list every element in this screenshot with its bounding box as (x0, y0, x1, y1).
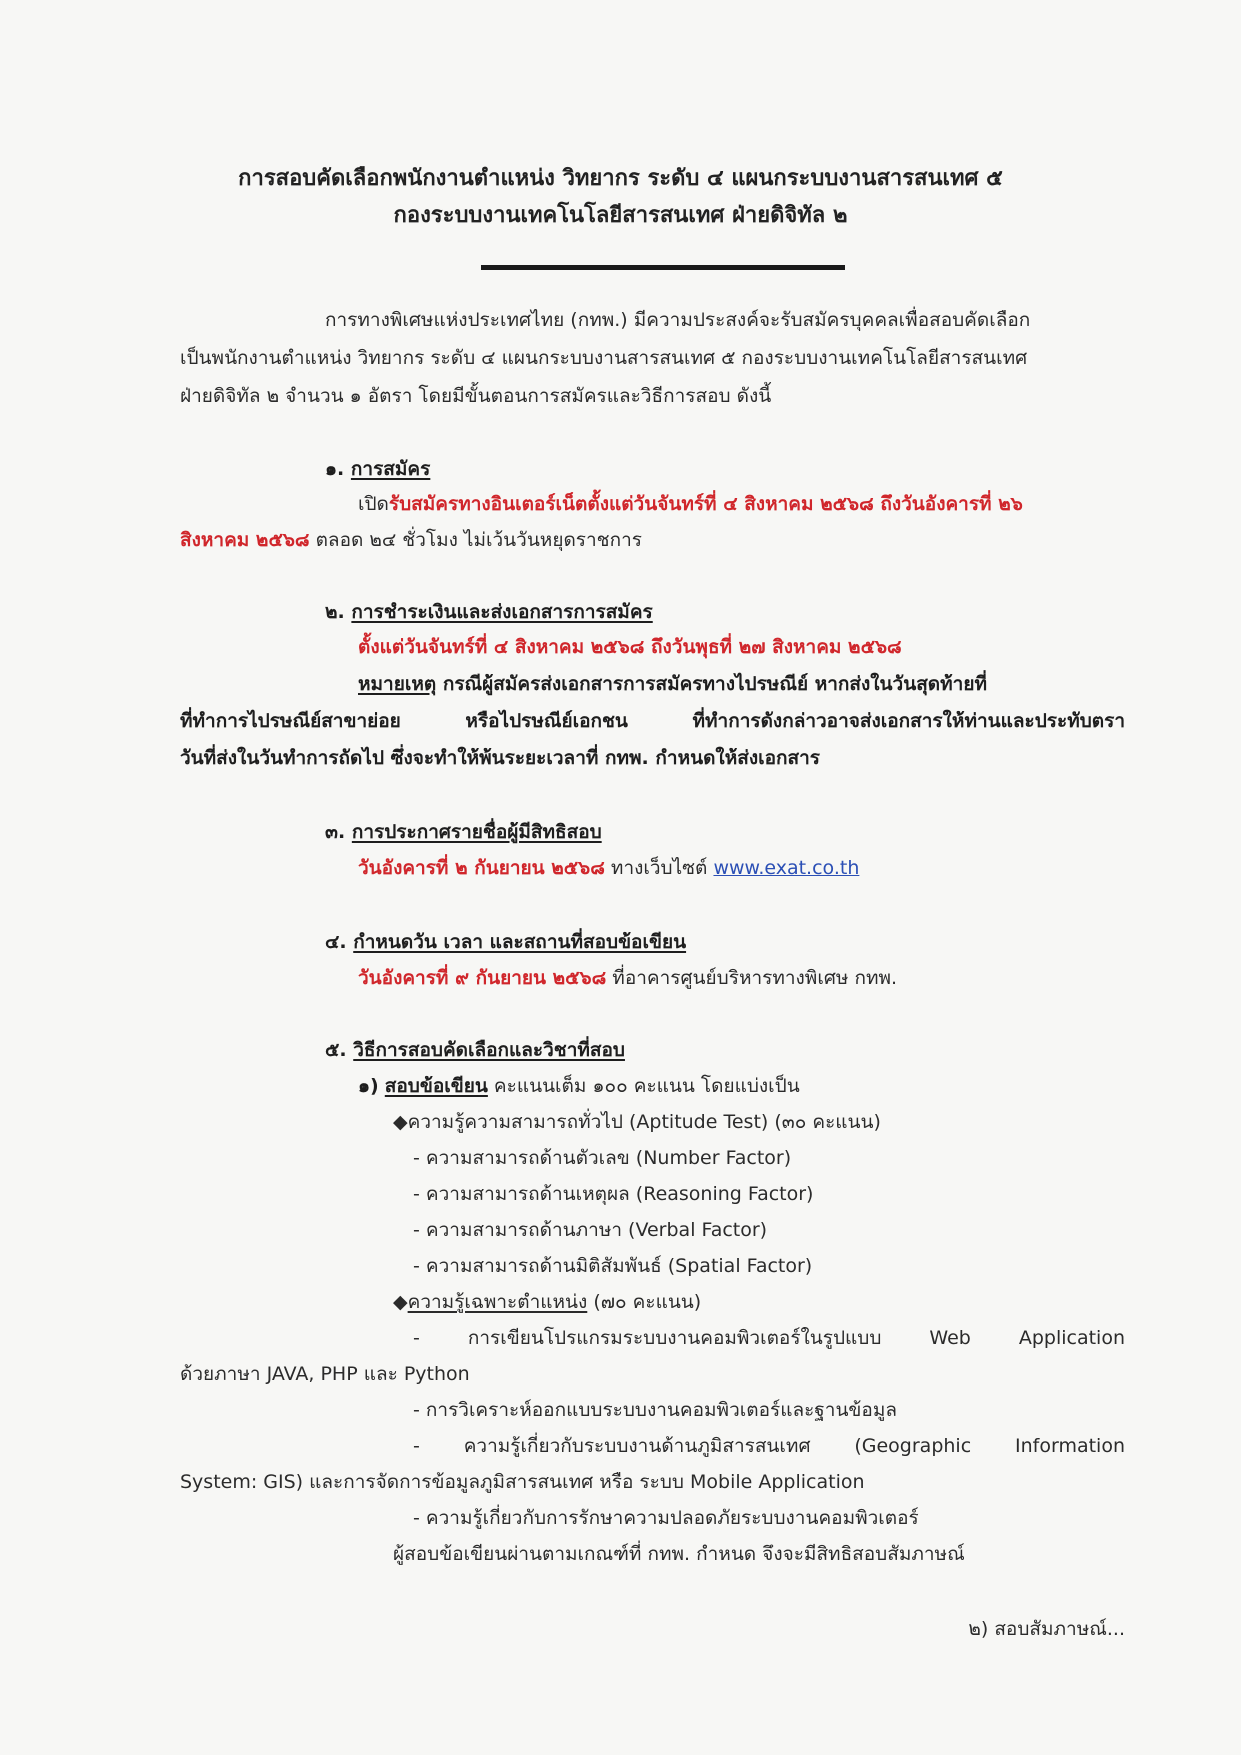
section-1-title: การสมัคร (350, 458, 431, 480)
intro-line-1: การทางพิเศษแห่งประเทศไทย (กทพ.) มีความประสงค์จะรับสมัครบุคคลเพื่อสอบคัดเลือก (325, 309, 1031, 331)
section-1-number: ๑. (325, 458, 345, 480)
diamond-bullet-icon: ◆ (393, 1291, 408, 1313)
section-5-number: ๕. (325, 1039, 347, 1061)
section-1-prefix: เปิด (358, 493, 389, 515)
section-3-text: ทางเว็บไซต์ (604, 857, 714, 879)
section-1-heading (325, 457, 430, 481)
document-title-line-2: กองระบบงานเทคโนโลยีสารสนเทศ ฝ่ายดิจิทัล ๒ (393, 203, 848, 228)
specific-item-3-line-1: - ความรู้เกี่ยวกับระบบงานด้านภูมิสารสนเทศ (Geographic Information (413, 1435, 1125, 1457)
specific-knowledge-label: ความรู้เฉพาะตำแหน่ง (407, 1291, 588, 1313)
section-2-date: ตั้งแต่วันจันทร์ที่ ๔ สิงหาคม ๒๕๖๘ ถึงวันพุธที่ ๒๗ สิงหาคม ๒๕๖๘ (358, 636, 902, 658)
section-2-note-line-2: ที่ทำการไปรษณีย์สาขาย่อย หรือไปรษณีย์เอกชน ที่ทำการดังกล่าวอาจส่งเอกสารให้ท่านและประทับตรา (180, 710, 1125, 732)
section-4-line (358, 966, 897, 990)
section-1-end-date-red: สิงหาคม ๒๕๖๘ (180, 529, 310, 551)
exat-website-link[interactable]: www.exat.co.th (713, 857, 860, 879)
diamond-bullet-icon: ◆ (393, 1111, 408, 1133)
section-3-number: ๓. (325, 821, 346, 843)
section-2-number: ๒. (325, 601, 345, 623)
written-exam-label: สอบข้อเขียน (384, 1075, 488, 1097)
written-exam-score: คะแนนเต็ม ๑๐๐ คะแนน โดยแบ่งเป็น (487, 1075, 800, 1097)
note-label: หมายเหตุ (358, 673, 437, 695)
section-1-line-1 (358, 492, 1023, 516)
specific-knowledge-score: (๗๐ คะแนน) (587, 1291, 702, 1313)
intro-line-2: เป็นพนักงานตำแหน่ง วิทยากร ระดับ ๔ แผนกระบบงานสารสนเทศ ๕ กองระบบงานเทคโนโลยีสารสนเทศ (180, 347, 1028, 369)
section-4-title: กำหนดวัน เวลา และสถานที่สอบข้อเขียน (353, 931, 687, 953)
document-title-line-1: การสอบคัดเลือกพนักงานตำแหน่ง วิทยากร ระดับ ๔ แผนกระบบงานสารสนเทศ ๕ (238, 166, 1003, 191)
section-3-date-red: วันอังคารที่ ๒ กันยายน ๒๕๖๘ (358, 857, 605, 879)
section-3-line (358, 856, 859, 880)
specific-item-3-line-2: System: GIS) และการจัดการข้อมูลภูมิสารสนเทศ หรือ ระบบ Mobile Application (180, 1471, 865, 1493)
written-exam-number: ๑) (358, 1075, 379, 1097)
continued-marker: ๒) สอบสัมภาษณ์... (968, 1618, 1125, 1640)
specific-item-1-line-1: - การเขียนโปรแกรมระบบงานคอมพิวเตอร์ในรูปแบบ Web Application (413, 1327, 1125, 1349)
section-2-note-line-1 (358, 672, 987, 696)
specific-item-4: - ความรู้เกี่ยวกับการรักษาความปลอดภัยระบบงานคอมพิวเตอร์ (413, 1507, 919, 1529)
aptitude-item: - ความสามารถด้านตัวเลข (Number Factor) (413, 1147, 792, 1169)
note-text-1: กรณีผู้สมัครส่งเอกสารการสมัครทางไปรษณีย์ หากส่งในวันสุดท้ายที่ (436, 673, 987, 695)
section-5-title: วิธีการสอบคัดเลือกและวิชาที่สอบ (353, 1039, 625, 1061)
aptitude-line (393, 1110, 881, 1134)
section-2-heading (325, 600, 653, 624)
pass-criteria-note: ผู้สอบข้อเขียนผ่านตามเกณฑ์ที่ กทพ. กำหนด จึงจะมีสิทธิสอบสัมภาษณ์ (393, 1543, 965, 1565)
specific-item-2: - การวิเคราะห์ออกแบบระบบงานคอมพิวเตอร์และฐานข้อมูล (413, 1399, 897, 1421)
aptitude-item: - ความสามารถด้านภาษา (Verbal Factor) (413, 1219, 768, 1241)
section-5-heading (325, 1038, 625, 1062)
section-3-title: การประกาศรายชื่อผู้มีสิทธิสอบ (351, 821, 602, 843)
section-1-period-red: รับสมัครทางอินเตอร์เน็ตตั้งแต่วันจันทร์ที่ ๔ สิงหาคม ๒๕๖๘ ถึงวันอังคารที่ ๒๖ (388, 493, 1023, 515)
written-exam-line (358, 1074, 800, 1098)
specific-knowledge-line (393, 1290, 701, 1314)
aptitude-item: - ความสามารถด้านเหตุผล (Reasoning Factor) (413, 1183, 814, 1205)
aptitude-label: ความรู้ความสามารถทั่วไป (Aptitude Test) (๓๐ คะแนน) (407, 1111, 881, 1133)
section-3-heading (325, 820, 602, 844)
title-divider (481, 265, 845, 270)
section-2-note-line-3: วันที่ส่งในวันทำการถัดไป ซึ่งจะทำให้พ้นระยะเวลาที่ กทพ. กำหนดให้ส่งเอกสาร (180, 747, 820, 769)
section-4-date-red: วันอังคารที่ ๙ กันยายน ๒๕๖๘ (358, 967, 607, 989)
section-1-line-2 (180, 528, 642, 552)
section-1-hours: ตลอด ๒๔ ชั่วโมง ไม่เว้นวันหยุดราชการ (309, 529, 642, 551)
section-2-title: การชำระเงินและส่งเอกสารการสมัคร (351, 601, 653, 623)
intro-line-3: ฝ่ายดิจิทัล ๒ จำนวน ๑ อัตรา โดยมีขั้นตอนการสมัครและวิธีการสอบ ดังนี้ (180, 385, 772, 407)
specific-item-1-line-2: ด้วยภาษา JAVA, PHP และ Python (180, 1363, 470, 1385)
section-4-number: ๔. (325, 931, 347, 953)
section-4-location: ที่อาคารศูนย์บริหารทางพิเศษ กทพ. (606, 967, 898, 989)
aptitude-item: - ความสามารถด้านมิติสัมพันธ์ (Spatial Factor) (413, 1255, 813, 1277)
section-4-heading (325, 930, 686, 954)
